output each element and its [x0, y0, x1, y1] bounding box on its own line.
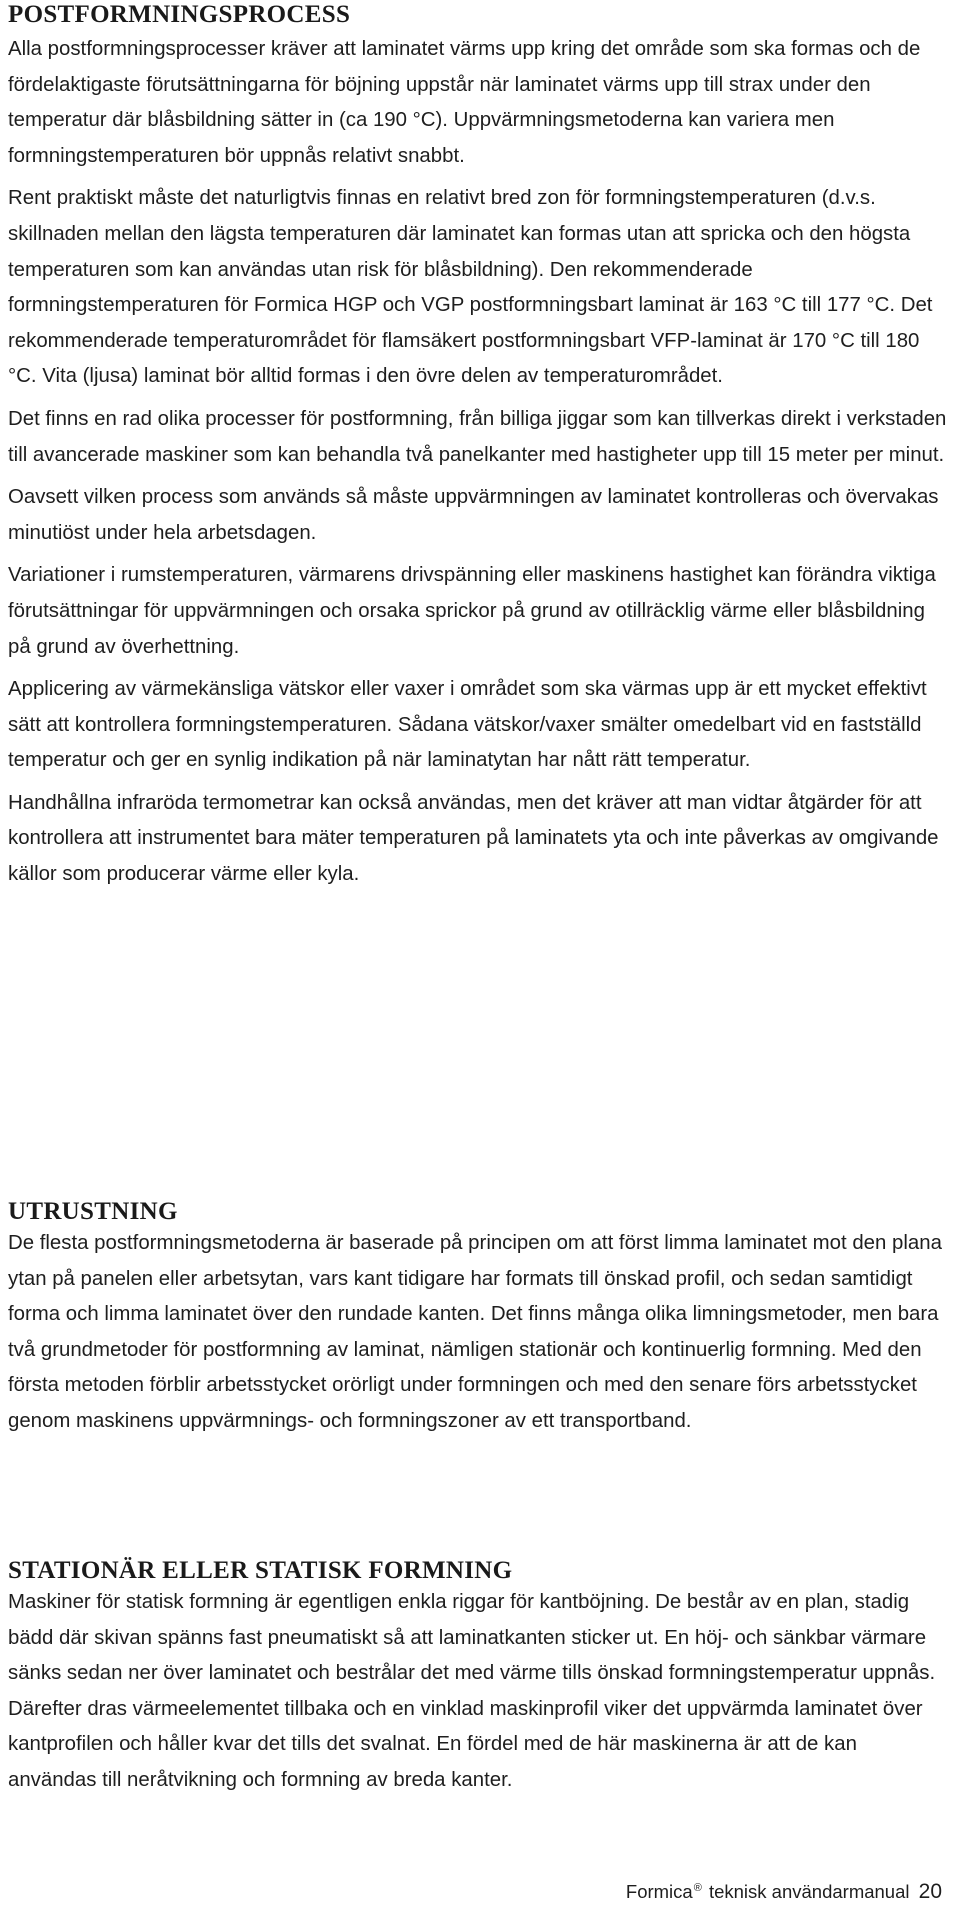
- paragraph: Applicering av värmekänsliga vätskor eller vaxer i området som ska värmas upp är ett mycket effektivt sätt att kontrollera formningstemperaturen. Sådana vätskor/vaxer smälter omedelbart vid en fastställd temperatur och ger en synlig indikation på när laminatytan har nått rätt temperatur.: [8, 678, 927, 772]
- footer-brand: Formica: [625, 1881, 693, 1902]
- paragraph: Variationer i rumstemperaturen, värmarens drivspänning eller maskinens hastighet kan förändra viktiga förutsättningar för uppvärmningen och orsaka sprickor på grund av otillräcklig värme eller blåsbildning på grund av överhettning.: [8, 564, 936, 658]
- section-heading-postformningsprocess: POSTFORMNINGSPROCESS: [8, 1, 351, 28]
- footer-manual-title: teknisk användarmanual: [708, 1881, 910, 1902]
- paragraph: Det finns en rad olika processer för postformning, från billiga jiggar som kan tillverkas direkt i verkstaden till avancerade maskiner som kan behandla två panelkanter med hastigheter upp till 15 meter per minut.: [8, 407, 947, 466]
- paragraph: Maskiner för statisk formning är egentligen enkla riggar för kantböjning. De består av en plan, stadig bädd där skivan spänns fast pneumatiskt så att laminatkanten sticker ut. En höj- och sänkbar värmare sänks sedan ner över laminatet och bestrålar det med värme tills önskad formningstemperatur uppnås. Därefter dras värmeelementet tillbaka och en vinklad maskinprofil viker det uppvärmda laminatet över kantprofilen och håller kvar det tills det svalnat. En fördel med de här maskinerna är att de kan användas till neråtvikning och formning av breda kanter.: [8, 1591, 936, 1791]
- section-body-stationar-eller-statisk-formning: [8, 1585, 948, 1799]
- paragraph: Handhållna infraröda termometrar kan också användas, men det kräver att man vidtar åtgärder för att kontrollera att instrumentet bara mäter temperaturen på laminatets yta och inte påverkas av omgivande källor som producerar värme eller kyla.: [8, 791, 939, 886]
- section-body-postformningsprocess: [8, 32, 948, 893]
- section-heading-stationar-eller-statisk-formning: STATIONÄR ELLER STATISK FORMNING: [8, 1557, 513, 1584]
- page-number: 20: [918, 1880, 942, 1903]
- page-footer: [626, 1880, 942, 1904]
- paragraph: Rent praktiskt måste det naturligtvis finnas en relativt bred zon för formningstemperaturen (d.v.s. skillnaden mellan den lägsta temperaturen där laminatet kan formas utan att spricka och den högsta temperaturen som kan användas utan risk för blåsbildning). Den rekommenderade formningstemperaturen för Formica HGP och VGP postformningsbart laminat är 163 °C till 177 °C. Det rekommenderade temperaturområdet för flamsäkert postformningsbart VFP-laminat är 170 °C till 180 °C. Vita (ljusa) laminat bör alltid formas i den övre delen av temperaturområdet.: [8, 187, 933, 388]
- section-heading-utrustning: UTRUSTNING: [8, 1198, 178, 1225]
- section-body-utrustning: [8, 1226, 948, 1440]
- paragraph: De flesta postformningsmetoderna är baserade på principen om att först limma laminatet mot den plana ytan på panelen eller arbetsytan, vars kant tidigare har formats till önskad profil, och sedan samtidigt forma och limma laminatet över den rundade kanten. Det finns många olika limningsmetoder, men bara två grundmetoder för postformning av laminat, nämligen stationär och kontinuerlig formning. Med den första metoden förblir arbetsstycket orörligt under formningen och med den senare förs arbetsstycket genom maskinens uppvärmnings- och formningszoner av ett transportband.: [8, 1232, 942, 1432]
- paragraph: Oavsett vilken process som används så måste uppvärmningen av laminatet kontrolleras och övervakas minutiöst under hela arbetsdagen.: [8, 486, 939, 544]
- registered-trademark-mark: ®: [693, 1881, 702, 1894]
- paragraph: Alla postformningsprocesser kräver att laminatet värms upp kring det område som ska formas och de fördelaktigaste förutsättningarna för böjning uppstår när laminatet värms upp till strax under den temperatur där blåsbildning sätter in (ca 190 °C). Uppvärmningsmetoderna kan variera men formningstemperaturen bör uppnås relativt snabbt.: [8, 38, 921, 167]
